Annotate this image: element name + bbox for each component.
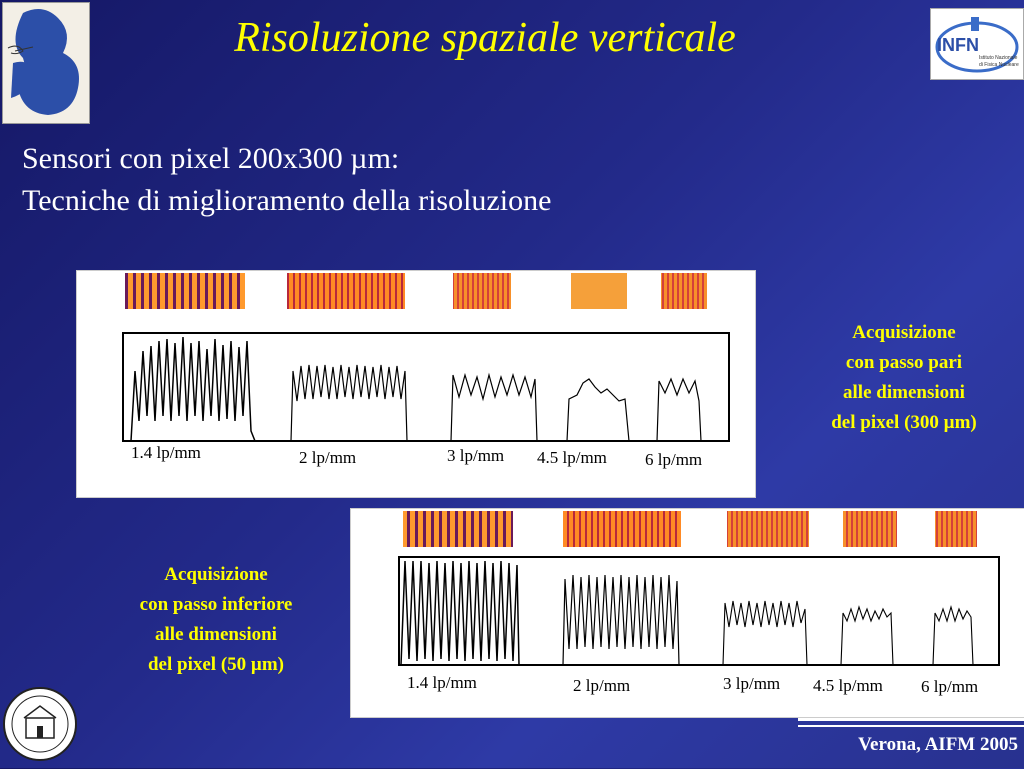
footer-rule-top xyxy=(798,718,1024,721)
bottom-label-3: 3 lp/mm xyxy=(723,674,781,693)
seal-icon xyxy=(2,684,78,764)
bottom-label-1: 1.4 lp/mm xyxy=(407,673,477,692)
bottom-caption-line-2: con passo inferiore xyxy=(139,594,293,615)
waveform-4 xyxy=(841,607,893,665)
footer-rule-bottom xyxy=(798,725,1024,727)
bottom-caption-line-3: alle dimensioni xyxy=(155,624,277,645)
top-label-1: 1.4 lp/mm xyxy=(131,443,201,462)
stripe-strip-1 xyxy=(403,511,513,547)
top-caption-line-4: del pixel (300 µm) xyxy=(831,412,977,433)
infn-logo-subtitle-2: di Fisica Nucleare xyxy=(979,62,1019,68)
slide-heading xyxy=(22,138,551,222)
waveform-5 xyxy=(933,607,973,665)
slide-title: Risoluzione spaziale verticale xyxy=(234,15,736,61)
stripe-strip-4 xyxy=(843,511,897,547)
waveform-3 xyxy=(451,375,537,441)
waveform-1 xyxy=(401,561,519,665)
bottom-label-2: 2 lp/mm xyxy=(573,676,631,695)
infn-logo xyxy=(930,8,1024,80)
top-caption-line-2: con passo pari xyxy=(845,352,963,373)
matisse-logo xyxy=(2,2,90,124)
bottom-caption xyxy=(96,560,336,680)
waveform-2 xyxy=(291,365,407,441)
infn-logo-text: INFN xyxy=(937,35,979,55)
bottom-label-5: 6 lp/mm xyxy=(921,677,979,696)
waveform-3 xyxy=(723,601,807,665)
heading-line-1: Sensori con pixel 200x300 µm: xyxy=(22,142,400,175)
bottom-caption-line-4: del pixel (50 µm) xyxy=(147,654,284,675)
waveform-5 xyxy=(657,379,701,441)
top-label-3: 3 lp/mm xyxy=(447,446,505,465)
stripe-strip-1 xyxy=(125,273,245,309)
university-seal-logo xyxy=(2,684,78,764)
stripe-strip-3 xyxy=(727,511,809,547)
bottom-caption-line-1: Acquisizione xyxy=(164,564,268,585)
waveform-2 xyxy=(563,575,679,665)
top-label-4: 4.5 lp/mm xyxy=(537,448,607,467)
stripe-strip-4 xyxy=(571,273,627,309)
waveform-1 xyxy=(131,337,255,441)
top-caption xyxy=(794,318,1014,438)
top-caption-line-1: Acquisizione xyxy=(852,322,956,343)
footer-text: Verona, AIFM 2005 xyxy=(858,734,1018,755)
heading-line-2: Tecniche di miglioramento della risoluzione xyxy=(22,184,552,217)
bottom-label-4: 4.5 lp/mm xyxy=(813,676,883,695)
top-caption-line-3: alle dimensioni xyxy=(843,382,965,403)
stripe-strip-3 xyxy=(453,273,511,309)
stripe-strip-2 xyxy=(287,273,405,309)
top-label-5: 6 lp/mm xyxy=(645,450,703,469)
waveform-4 xyxy=(567,379,629,441)
top-label-2: 2 lp/mm xyxy=(299,448,357,467)
stripe-strip-5 xyxy=(935,511,977,547)
stripe-strip-2 xyxy=(563,511,681,547)
bottom-resolution-panel xyxy=(350,508,1024,718)
blue-nude-icon xyxy=(3,3,89,123)
top-resolution-panel xyxy=(76,270,756,498)
infn-logo-subtitle-1: Istituto Nazionale xyxy=(979,55,1018,61)
footer xyxy=(798,718,1024,768)
stripe-strip-5 xyxy=(661,273,707,309)
